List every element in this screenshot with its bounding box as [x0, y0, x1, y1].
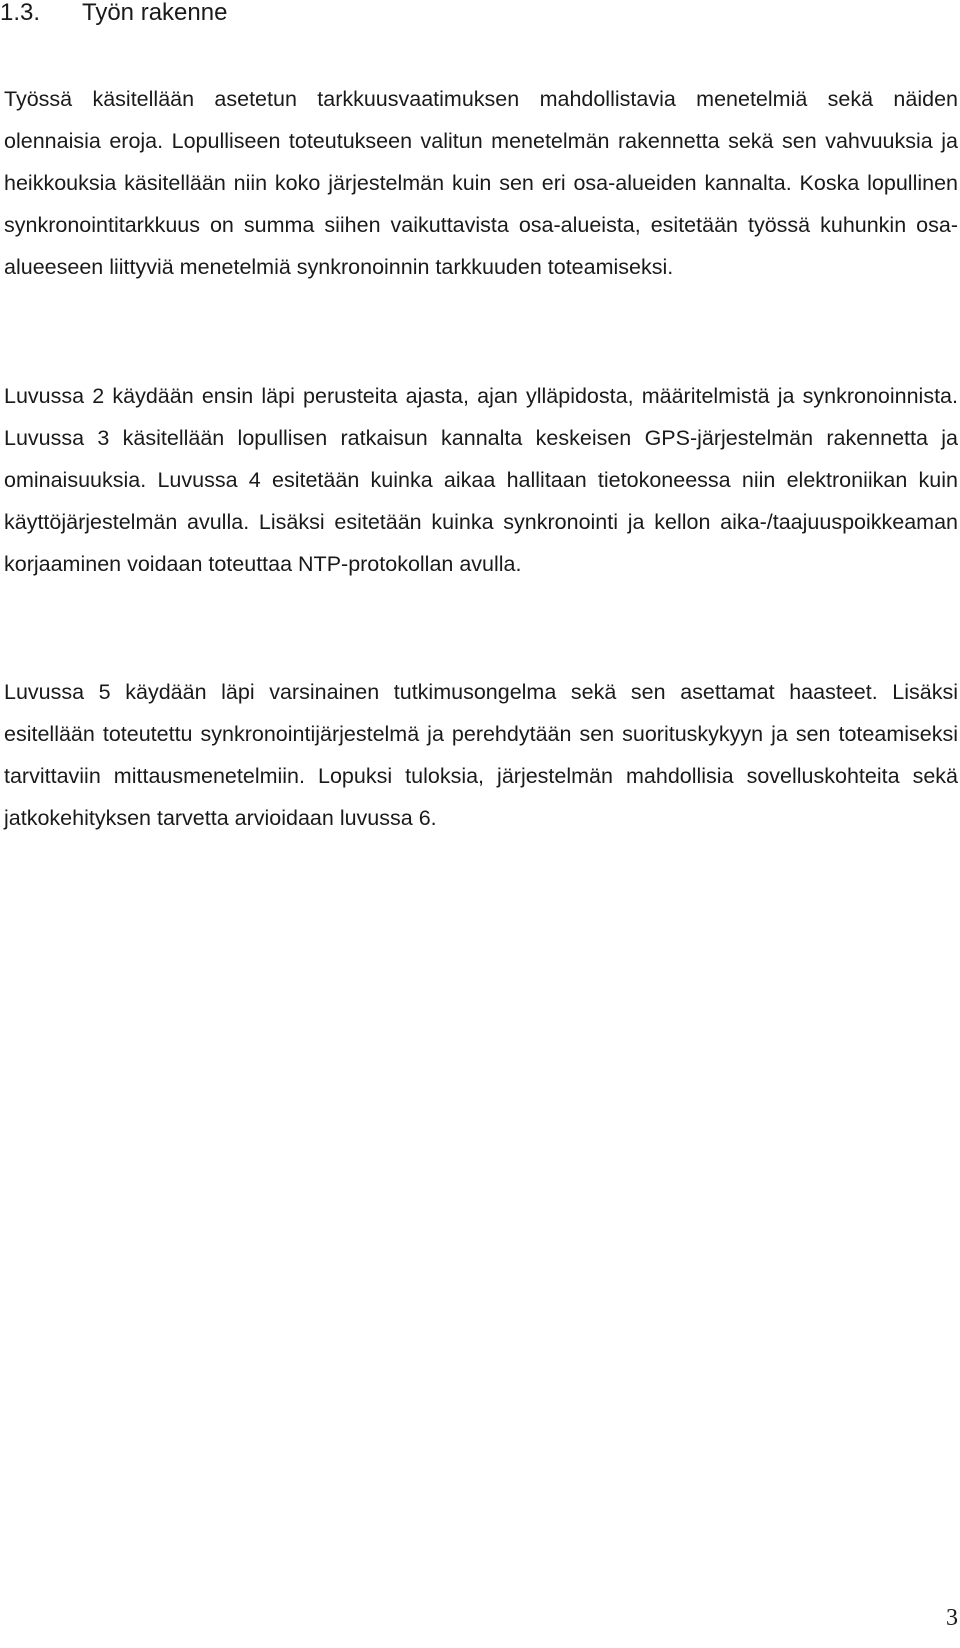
section-heading	[0, 0, 227, 26]
section-title: Työn rakenne	[82, 0, 228, 26]
page-number: 3	[946, 1605, 958, 1631]
section-number: 1.3.	[0, 0, 41, 26]
paragraph-intro: Työssä käsitellään asetetun tarkkuusvaatimuksen mahdollistavia menetelmiä sekä näiden olennaisia eroja. Lopulliseen toteutukseen valitun menetelmän rakennetta sekä sen vahvuuksia ja heikkouksia käsitellään niin koko järjestelmän kuin sen eri osa-alueiden kannalta. Koska lopullinen synkronointitarkkuus on summa siihen vaikuttavista osa-alueista, esitetään työssä kuhunkin osa-alueeseen liittyviä menetelmiä synkronoinnin tarkkuuden toteamiseksi.	[4, 87, 958, 279]
paragraph-chapters-2-4: Luvussa 2 käydään ensin läpi perusteita ajasta, ajan ylläpidosta, määritelmistä ja synkronoinnista. Luvussa 3 käsitellään lopullisen ratkaisun kannalta keskeisen GPS-järjestelmän rakennetta ja ominaisuuksia. Luvussa 4 esitetään kuinka aikaa hallitaan tietokoneessa niin elektroniikan kuin käyttöjärjestelmän avulla. Lisäksi esitetään kuinka synkronointi ja kellon aika-/taajuuspoikkeaman korjaaminen voidaan toteuttaa NTP-protokollan avulla.	[4, 384, 958, 576]
paragraph-chapters-5-6: Luvussa 5 käydään läpi varsinainen tutkimusongelma sekä sen asettamat haasteet. Lisäksi esitellään toteutettu synkronointijärjestelmä ja perehdytään sen suorituskykyyn ja sen toteamiseksi tarvittaviin mittausmenetelmiin. Lopuksi tuloksia, järjestelmän mahdollisia sovelluskohteita sekä jatkokehityksen tarvetta arvioidaan luvussa 6.	[4, 680, 958, 830]
